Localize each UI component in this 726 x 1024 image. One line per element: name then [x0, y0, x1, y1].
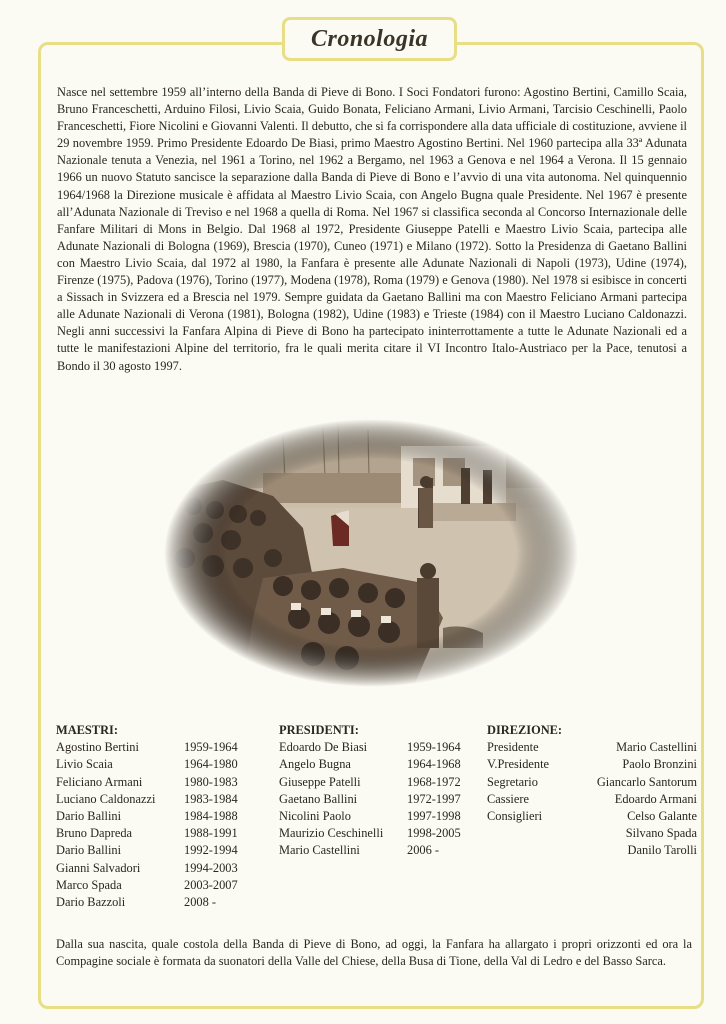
presidente-name: Angelo Bugna [279, 757, 351, 772]
maestro-years: 1959-1964 [184, 740, 238, 755]
maestri-row [56, 774, 266, 791]
maestri-list [56, 722, 266, 911]
presidente-years: 1959-1964 [407, 740, 461, 755]
maestro-name: Bruno Dapreda [56, 826, 133, 841]
presidente-years: 1972-1997 [407, 791, 461, 806]
presidenti-row [279, 739, 469, 756]
maestro-years: 1983-1984 [184, 791, 238, 806]
maestri-row [56, 739, 266, 756]
direzione-name: Edoardo Armani [614, 791, 697, 806]
closing-paragraph: Dalla sua nascita, quale costola della Banda di Pieve di Bono, ad oggi, la Fanfara ha allargato i propri orizzonti ed ora la Compagine sociale è formata da suonatori della Valle del Chiese, della Busa di Tione, della Val di Ledro e del Basso Sarca. [56, 937, 692, 969]
presidenti-list [279, 722, 469, 860]
direzione-name: Mario Castellini [616, 740, 697, 755]
maestro-years: 1994-2003 [184, 860, 238, 875]
direzione-row [487, 774, 697, 791]
maestri-row [56, 860, 266, 877]
direzione-role: Cassiere [487, 791, 529, 806]
maestro-name: Marco Spada [56, 877, 122, 892]
maestro-name: Dario Ballini [56, 809, 122, 824]
direzione-name: Paolo Bronzini [622, 757, 697, 772]
direzione-name: Silvano Spada [625, 826, 697, 841]
direzione-row [487, 791, 697, 808]
maestri-row [56, 756, 266, 773]
direzione-name: Celso Galante [627, 809, 697, 824]
direzione-heading: DIREZIONE: [487, 723, 563, 737]
page-title: Cronologia [310, 25, 429, 52]
historic-photo-image [163, 418, 579, 688]
presidenti-row [279, 808, 469, 825]
direzione-row [487, 825, 697, 842]
maestro-name: Dario Bazzoli [56, 895, 126, 910]
presidente-years: 2006 - [407, 843, 440, 858]
direzione-role: Presidente [487, 740, 539, 755]
presidente-years: 1998-2005 [407, 826, 461, 841]
presidente-years: 1964-1968 [407, 757, 461, 772]
direzione-row [487, 808, 697, 825]
maestro-years: 1988-1991 [184, 826, 238, 841]
maestro-name: Feliciano Armani [56, 774, 143, 789]
presidente-years: 1968-1972 [407, 774, 461, 789]
presidente-name: Maurizio Ceschinelli [279, 826, 384, 841]
presidenti-row [279, 842, 469, 859]
presidenti-row [279, 825, 469, 842]
direzione-row [487, 842, 697, 859]
maestro-years: 1964-1980 [184, 757, 238, 772]
history-paragraph: Nasce nel settembre 1959 all’interno della Banda di Pieve di Bono. I Soci Fondatori furono: Agostino Bertini, Camillo Scaia, Bruno Franceschetti, Arduino Filosi, Livio Scaia, Guido Bonata, Feliciano Armani, Livio Armani, Tarcisio Ceschinelli, Paolo Franceschetti, Fiore Nicolini e Giovanni Valenti. Il debutto, che si fa corrispondere alla data ufficiale di costituzione, avviene il 29 novembre 1959. Primo Presidente Edoardo De Biasi, primo Maestro Agostino Bertini. Nel 1960 partecipa alla 33ª Adunata Nazionale tenuta a Venezia, nel 1961 a Torino, nel 1962 a Bergamo, nel 1963 a Genova e nel 1964 a Verona. Il 15 gennaio 1966 un nuovo Statuto sancisce la separazione dalla Banda di Pieve di Bono e l’avvio di una vita autonoma. Nel quinquennio 1964/1968 la Direzione musicale è affidata al Maestro Livio Scaia, con Angelo Bugna quale Presidente. Nel 1967 è presente all’Adunata Nazionale di Treviso e nel 1968 a quella di Roma. Nel 1967 si classifica seconda al Concorso Internazionale delle Fanfare Militari di Mons in Belgio. Dal 1968 al 1972, Presidente Giuseppe Patelli e Maestro Livio Scaia, partecipa alle Adunate Nazionali di Bologna (1969), Brescia (1970), Cuneo (1971) e Milano (1972). Sotto la Presidenza di Gaetano Ballini con Maestro Livio Scaia, dal 1972 al 1980, la Fanfara è presente alle Adunate Nazionali di Napoli (1973), Udine (1974), Firenze (1975), Padova (1976), Torino (1977), Modena (1978), Roma (1979) e Genova (1980). Nel 1978 si esibisce in concerti a Sissach in Svizzera ed a Brescia nel 1979. Sempre guidata da Gaetano Ballini ma con Maestro Feliciano Armani partecipa alle Adunate Nazionali di Verona (1981), Bologna (1982), Udine (1983) e Trieste (1984) con il Maestro Luciano Caldonazzi. Negli anni successivi la Fanfara Alpina di Pieve di Bono ha partecipato ininterrottamente a tutte le Adunate Nazionali ed a tutte le manifestazioni Alpine del territorio, fra le quali merita citare il VI Incontro Italo-Austriaco per la Pace, tenutosi a Bondo il 30 agosto 1997. [57, 85, 687, 373]
direzione-role: Consiglieri [487, 809, 543, 824]
maestri-row [56, 894, 266, 911]
presidente-name: Edoardo De Biasi [279, 740, 368, 755]
maestro-name: Gianni Salvadori [56, 860, 141, 875]
maestro-years: 1984-1988 [184, 809, 238, 824]
presidenti-row [279, 791, 469, 808]
direzione-name: Danilo Tarolli [627, 843, 697, 858]
direzione-role: Segretario [487, 774, 538, 789]
historic-photo [163, 418, 579, 688]
direzione-role: V.Presidente [487, 757, 550, 772]
maestro-name: Agostino Bertini [56, 740, 139, 755]
direzione-row [487, 756, 697, 773]
maestro-name: Luciano Caldonazzi [56, 791, 156, 806]
maestri-row [56, 877, 266, 894]
presidente-years: 1997-1998 [407, 809, 461, 824]
maestri-row [56, 791, 266, 808]
maestro-name: Dario Ballini [56, 843, 122, 858]
maestri-heading: MAESTRI: [56, 723, 118, 737]
maestro-name: Livio Scaia [56, 757, 113, 772]
maestro-years: 1980-1983 [184, 774, 238, 789]
maestro-years: 2008 - [184, 895, 217, 910]
direzione-role [487, 825, 582, 842]
maestri-row [56, 825, 266, 842]
direzione-row [487, 739, 697, 756]
maestri-row [56, 842, 266, 859]
presidente-name: Nicolini Paolo [279, 809, 351, 824]
direzione-list [487, 722, 697, 860]
direzione-role [487, 842, 582, 859]
presidenti-row [279, 774, 469, 791]
presidente-name: Mario Castellini [279, 843, 360, 858]
title-box [282, 17, 457, 61]
presidente-name: Gaetano Ballini [279, 791, 358, 806]
maestro-years: 1992-1994 [184, 843, 238, 858]
maestro-years: 2003-2007 [184, 877, 238, 892]
maestri-row [56, 808, 266, 825]
direzione-name: Giancarlo Santorum [596, 774, 697, 789]
presidenti-heading: PRESIDENTI: [279, 723, 359, 737]
presidente-name: Giuseppe Patelli [279, 774, 361, 789]
presidenti-row [279, 756, 469, 773]
